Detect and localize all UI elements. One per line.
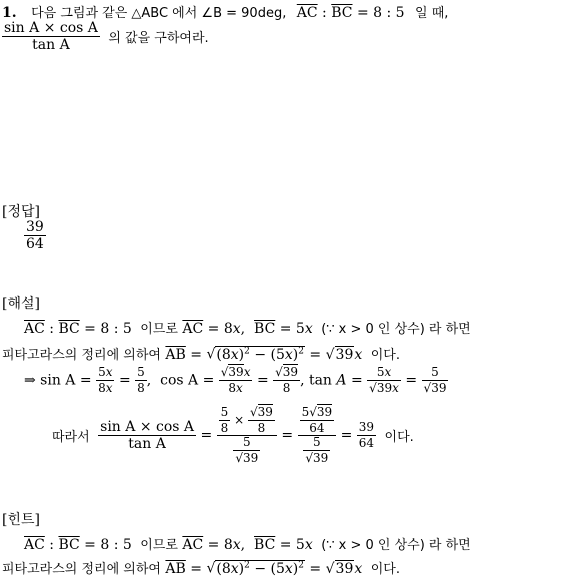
explanation-line-3: ⇒ sin A = $\frac{5x}{8x}$ = $\frac{5}{8}$ , cos A = $\frac{√39x}{8x}$ = $\frac{√39}{8}$ , tan A = $\frac{5x}{√39x}$ = $\frac{5}{√39}$ [24,365,447,395]
hint-line2-end: 이다. [370,562,400,577]
answer-fraction [24,219,46,253]
hint-line1-mid: 이므로 [140,538,178,553]
question-fraction [2,20,100,54]
hint-line-2: 피타고라스의 정리에 의하여 $\overline{AB} = √(8x)^2 - (5x)^2 = √39x$ 이다. [2,560,400,577]
explanation-line2-end: 이다. [370,348,400,363]
explanation-line4-prefix: 따라서 [52,430,90,446]
hint-line-1: $\overline{AC}$ : $\overline{BC} = 8$ : 5 이므로 $\overline{AC} = 8x$, $\overline{BC} = 5x$ (∵ x > 0 인 상수) 라 하면 [24,537,471,553]
question-line-2 [2,20,209,54]
question-number: 1. [2,5,17,21]
hint-label: [힌트] [2,512,40,528]
explanation-line1-cond: (∵ x > 0 인 상수) 라 하면 [321,322,471,337]
answer-label: [정답] [2,204,40,220]
question-line-1 [2,2,448,21]
explanation-line-1: $\overline{AC}$ : $\overline{BC} = 8$ : 5 이므로 $\overline{AC} = 8x$, $\overline{BC} = 5x$ (∵ x > 0 인 상수) 라 하면 [24,321,471,337]
explanation-line1-mid: 이므로 [140,322,178,337]
question-intro: 다음 그림과 같은 △ABC 에서 ∠B = 90deg, [31,6,287,21]
explanation-label: [해설] [2,296,40,312]
hint-line1-cond: (∵ x > 0 인 상수) 라 하면 [321,538,471,553]
question-expression-num: sin A × cos A [4,20,98,36]
question-ratio-suffix: 일 때, [415,6,449,21]
explanation-line-4: 따라서 $\frac{\text{sin A × cos A}}{\text{tan A}}$ = $\frac{5}{8}$ × $\frac{√39}{8}$ $\frac{5}{√39}$ = $\frac{\frac{5√39}{64}}{\frac{5}{√39}}$ = $\frac{39}{64}$ 이다. [52,405,414,465]
answer-den: 64 [26,236,44,253]
question-expression-den: tan A [2,36,100,54]
explanation-line4-end: 이다. [384,430,414,446]
explanation-line2-text: 피타고라스의 정리에 의하여 [2,348,161,363]
explanation-line-2: 피타고라스의 정리에 의하여 $\overline{AB} = √(8x)^2 - (5x)^2 = √39x$ 이다. [2,346,400,363]
answer-num: 39 [26,219,44,235]
question-ask: 의 값을 구하여라. [108,31,209,47]
hint-line2-text: 피타고라스의 정리에 의하여 [2,562,161,577]
ratio-expression: $\overline{AC}$ : $\overline{BC} = 8$ : 5 [296,5,405,21]
